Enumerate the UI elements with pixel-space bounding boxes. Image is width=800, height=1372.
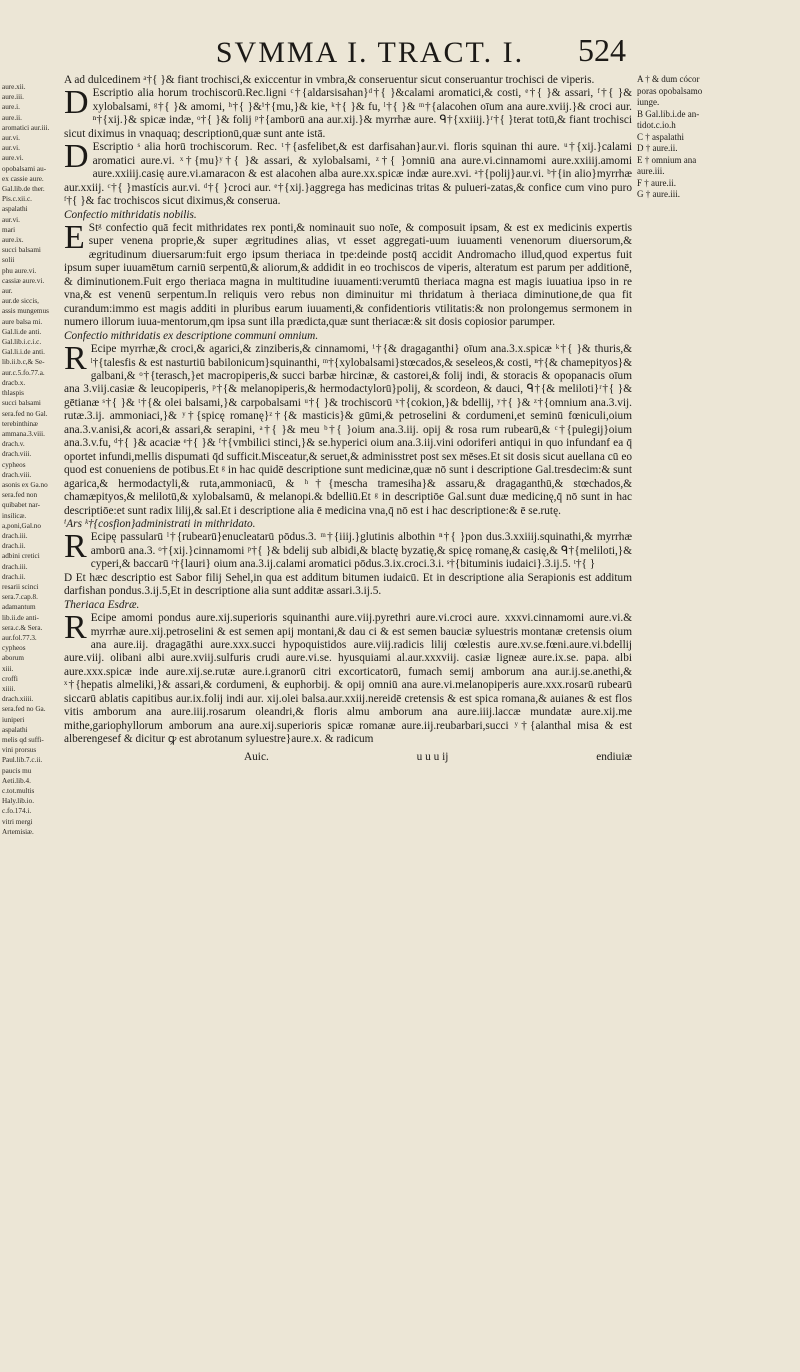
left-margin-note: drach.viii.: [2, 470, 32, 479]
left-margin-note: opobalsami au-: [2, 164, 47, 173]
folio-number: 524: [578, 32, 626, 68]
right-margin-note: F † aure.ii.: [637, 177, 676, 188]
right-margin-note: E † omnium ana: [637, 154, 697, 165]
left-margin-note: sera.fed non: [2, 491, 38, 500]
left-margin-note: aure.i.: [2, 103, 20, 112]
paragraph-theriaca: R Ecipe amomi pondus aure.xij.superioris squinanthi aure.viij.pyrethri aure.vi.croci aure. xxxvi.cinnamomi aure.vi.& myrrhæ aure.xij.petroselini & est semen apij montani,& dau ci & est semen bauciæ syluestris montanæ cretensis oium ana aure.iij. dragagāthi aure.xxx.succi hypoquistidos aure.viij.radicis lilij cœlestis aure.xv.se.fœni.aure.vi.bdellij aure.viij. olibani albi aure.xviij.sulfuris crudi aure.vi.se. hyusquiami al.aur.xxxviij. casiæ ligneæ aure.ix.se. papa. albi aure.xxx.spicæ inde aure.xij.se.rutæ aure.i.granorū citri excorticatorū, fumach semij amborum ana aur.ij.se.anethi,& ˣ†{hepatis almeliki,}& assari,& cordumeni, & euphorbij. & opij omniū ana aure.vi.melanopiperis aure.xxx.rosarū rubearū siccarū ablatis capitibus aur.ix.folij indi aur. xij.olei balsa.aur.xxiij.nereidē cretensis & est spica romana,& auianes & est flos vitis amborum ana aure.iiij.rosarum oleandri,& floris almu amborum ana aure.iiij.laccæ mundatæ aure.xij.me mithe,gariophyllorum amborum ana aure.xij.superioris spicæ romanæ aure.iij.reubarbari,succi ʸ†{alanthal misa & est alberengesef & dicitur ꝙ est abrotanum syluestre}aure.x. & radicum: [64, 609, 632, 746]
left-margin-note: aspalathi: [2, 205, 28, 214]
left-margin-note: xiiii.: [2, 684, 16, 693]
left-margin-note: aborum: [2, 654, 24, 663]
paragraph-mithridates: E Stᵍ confectio quā fecit mithridates rex ponti,& nominauit suo noīe, & composuit ipsam, & est ex medicinis expertis super venena proprie,& super ægritudines alias, vt esset aggregati-uum iuuamenti venenorum diuersorum,& ægritudinum diuersarum:fuit ergo ipsum theriaca in tpe:deinde postq̄ accidit Andromacho illud,quod expertus fuit ipsum super iuuamētum carniū serpentū,& aliorum,& addidit in eo trochiscos de viperis, alteratum est parum per additionē, & diminutionem.Fuit ergo theriaca magna in multitudine iuuamenti:verumtū theriaca magna est magis iuuatiua ipso in re vna,& est venenū serpentum.In reliquis vero rebus non diminuitur mi thridatum à theriaca diminutione,de qua fit curandum:immo est magis additi in pluribus earum iuuamenti,& confidentioris vtilitatis:& non prolongemus sermonem in numero illorum iuua-mentorum,qm ipsa sunt illa prædicta,quæ sunt theriacæ:& sit dosis copiosior parumper.: [64, 218, 632, 329]
left-margin-note: c.tot.multis: [2, 787, 35, 796]
left-margin-note: c.fo.174.i.: [2, 807, 32, 816]
paragraph-sabor: D Et hæc descriptio est Sabor filij Sehel,in qua est additum bitumen iudaicū. Et in descriptione alia Serapionis est additum darfishan pondus.3.ij.5,Et in descriptione alia sunt additæ assari.3.ij.5.: [64, 571, 632, 598]
left-margin-note: drach.iii.: [2, 531, 28, 540]
left-margin-note: solii: [2, 256, 15, 265]
left-margin-note: Paul.lib.7.c.ii.: [2, 756, 43, 765]
left-margin-note: aur.vi.: [2, 134, 20, 143]
left-margin-note: vitri mergi: [2, 817, 33, 826]
left-margin-note: resarii scinci: [2, 582, 39, 591]
left-margin-note: drach.iii.: [2, 562, 28, 571]
left-margin-note: sera.7.cap.8.: [2, 593, 38, 602]
left-margin-note: paucis mu: [2, 766, 32, 775]
catch-word-right: endiuiæ: [596, 750, 632, 763]
left-margin-note: Gal.li.de anti.: [2, 327, 42, 336]
left-margin-note: Aeti.lib.4.: [2, 776, 31, 785]
main-text-column: [64, 74, 632, 764]
left-margin-note: succi balsami: [2, 399, 41, 408]
left-margin-note: thlaspis: [2, 389, 24, 398]
left-margin-note: dracb.x.: [2, 378, 26, 387]
right-margin-note: D † aure.ii.: [637, 143, 678, 153]
paragraph-opening: A ad dulcedinem ᵃ†{ }& fiant trochisci,& exiccentur in vmbra,& conseruentur sicut conseruantur trochisci de viperis.: [64, 74, 595, 86]
right-margin-note: C † aspalathi: [637, 131, 684, 142]
left-margin-note: drach.xiiii.: [2, 695, 34, 704]
paragraph-descriptio-2: D Escriptio ˢ alia horū trochiscorum. Rec. ᵗ†{asfelibet,& est darfisahan}aur.vi. floris squinan thi aure. ᵘ†{xij.}calami aromatici aure.vi. ˣ†{mu}ʸ†{ }& assari, & xylobalsami, ᶻ†{ }omniū ana aure.vi.cinnamomi aure.xxiiij.amomi aure.xxiiij.casię aure.vi.amaracon & est alacohen alba aure.xx.spicæ indæ aure.xvi. ᵃ†{polij}aur.vi. ᵇ†{in alio}myrrhæ aur.xxiij. ᶜ†{ }mastícis aur.vi. ᵈ†{ }croci aur. ᵉ†{xij.}aggrega has medicinas tritas & pulueri-zatas,& confice cum vino puro ᶠ†{ }& fac trochiscos sicut diximus,& conserua.: [64, 138, 632, 208]
section-heading: Confectio mithridatis nobilis.: [64, 208, 197, 221]
left-margin-note: sera.fed no Ga.: [2, 705, 46, 714]
left-margin-note: aure.ix.: [2, 236, 24, 245]
left-margin-note: aure balsa mi.: [2, 317, 43, 326]
left-margin-note: sera.c.& Sera.: [2, 623, 43, 632]
left-margin-note: drach.v.: [2, 440, 25, 449]
left-margin-note: Haly.lib.io.: [2, 797, 35, 806]
left-margin-note: aur.fol.77.3.: [2, 633, 37, 642]
section-heading: Theriaca Esdræ.: [64, 598, 140, 611]
right-margin-note: poras opobalsamo: [637, 85, 703, 96]
left-margin-note: assis mungemus: [2, 307, 49, 316]
left-margin-note: adbini cretici: [2, 552, 40, 561]
signature-mark: u u u ij: [416, 750, 449, 763]
left-margin-note: aur.vi.: [2, 215, 20, 224]
left-marginalia: [2, 82, 58, 1362]
left-margin-note: sera.fed no Gal.: [2, 409, 48, 418]
drop-cap-E: E: [64, 218, 85, 256]
section-heading: ⁱArs ᵏ†{cosfion}administrati in mithridato.: [64, 517, 256, 530]
left-margin-note: asonis ex Ga.no: [2, 480, 48, 489]
left-margin-note: lib.ii.b.c,& Se-: [2, 358, 45, 367]
left-margin-note: melis qd suffi-: [2, 736, 44, 744]
section-heading: Confectio mithridatis ex descriptione communi omnium.: [64, 329, 319, 342]
left-margin-note: phu aure.vi.: [2, 266, 37, 275]
left-margin-note: drach.ii.: [2, 542, 26, 551]
left-margin-note: aur.vi.: [2, 144, 20, 153]
left-margin-note: cypheos: [2, 460, 26, 469]
left-margin-note: vini prorsus: [2, 746, 37, 755]
right-margin-note: aure.iii.: [637, 166, 665, 176]
left-margin-note: aure.xii.: [2, 83, 26, 91]
drop-cap-R: R: [64, 528, 87, 566]
right-margin-note: G † aure.iii.: [637, 189, 680, 199]
right-margin-note: tidot.c.io.h: [637, 120, 676, 130]
left-margin-note: cassiæ aure.vi.: [2, 276, 45, 285]
left-margin-note: aur.de siccis,: [2, 297, 39, 306]
left-margin-note: adamantum: [2, 603, 36, 612]
left-margin-note: cypheos: [2, 644, 26, 653]
page-header: [0, 30, 800, 80]
left-margin-note: succi balsami: [2, 246, 41, 255]
left-margin-note: aure.ii.: [2, 113, 22, 122]
left-margin-note: drach.ii.: [2, 572, 26, 581]
paragraph-recipe-1: R Ecipe myrrhæ,& croci,& agarici,& zinziberis,& cinnamomi, ⁱ†{& dragaganthi} oīum ana.3.x.spicæ ᵏ†{ }& thuris,& ˡ†{talesfis & est nasturtiū babilonicum}squinanthi, ᵐ†{xylobalsami}stœcados,& seseleos,& costi, ⁿ†{& chamepityos}& galbani,& ᵒ†{terasch,}et macropiperis,& succi barbæ hircinæ, & castorei,& folij indi, & storacis & opopanacis oīum ana 3.viij.casiæ & leucopiperis, ᵖ†{& melanopiperis,& hermodactylorū}polij, & scordeon, & dauci, ᑫ†{& meliloti}ʳ†{ }& gētianæ ˢ†{ }& ᵗ†{& olei balsami,}& carpobalsami ᵘ†{ }& trochiscorū ˣ†{cokion,}& bdellij, ʸ†{ }& ᶻ†{omnium ana.3.vij. rutæ.3.ij. ammoniaci,}& ʸ†{spicę romanę}ᶻ†{& masticis}& gūmi,& petroselini & cordumeni,et seminū fœniculi,oium ana.3.v.anisi,& acori,& assari,& serapini, ᵃ†{ }& meu ᵇ†{ }oium ana.3.iij. opij & rosa rum rubearū,& ᶜ†{pulegij}oium ana.3.v.fu, ᵈ†{ }& acaciæ ᵉ†{ }& ᶠ†{vmbilici stinci,}& se.hyperici oium ana.3.iij.vini odoriferi antiqui in quo infundanf ea q̄ oportet infundi,mellis dispumati q̄d sufficit.Misceatur,& seruet,& adminisstret post sex mēses.Et sit dosis sicut auellana cū eo quod est conueniens de potibus.Et ᵍ in hac quidē descriptione sunt medicinæ,quæ nō sunt i descriptione Gal.tresdecim:& sunt agarica,& hermodactyli,& ruta,ammoniacū, & ʰ†{mescha tramesiha}& assaru,& dragaganthū,& stœchados,& chamæpityos,& melilotū,& xylobalsamū, & melanopi.& bdelliū.Et ᵍ in descriptiōe Gal.sunt duæ medicinę,q̄ nō sunt in hac descriptiōe:et sunt radix lilij,& sal.Et i descriptione alia ē medicina vna,q̄ nō est i hac descriptione:& ē se.rutę.: [64, 340, 632, 517]
left-margin-note: a,poni,Gal.no: [2, 521, 41, 530]
left-margin-note: Artemisiæ.: [2, 827, 34, 836]
left-margin-note: drach.viii.: [2, 450, 32, 459]
drop-cap-D: D: [64, 138, 89, 176]
paragraph-recipe-2: R Ecipę passularū ˡ†{rubearū}enucleatarū pōdus.3. ᵐ†{iiij.}glutinis albothin ⁿ†{ }pon dus.3.xxiiij.squinathi,& myrrhæ amborū ana.3. ᵒ†{xij.}cinnamomi ᵖ†{ }& bdelij sub albidi,& blactę byzatię,& spicę romanę,& casię,& ᑫ†{meliloti,}& cyperi,& baccarū ʳ†{lauri} oium ana.3.ij.calami aromatici pōdus.3.ix.croci.3.i. ˢ†{bituminis iudaici}.3.ij.5. ᵗ†{ }: [64, 528, 632, 571]
right-margin-note: B Gal.lib.i.de an-: [637, 108, 700, 119]
drop-cap-D: D: [64, 84, 89, 122]
left-margin-note: aspalathi: [2, 725, 28, 734]
left-margin-note: quibabet nar-: [2, 501, 40, 510]
right-margin-note: A † & dum cócor: [637, 74, 700, 84]
left-margin-note: croffi: [2, 674, 18, 683]
left-margin-note: insilicæ.: [2, 511, 27, 520]
catchline: [64, 751, 632, 764]
left-margin-note: Gal.lib.i.c.i.c.: [2, 338, 42, 347]
left-margin-note: mari: [2, 225, 16, 234]
right-margin-note: iunge.: [637, 97, 660, 107]
left-margin-note: ammana.3.viii.: [2, 429, 45, 438]
running-title: SVMMA I. TRACT. I.: [215, 36, 525, 69]
left-margin-note: Gal.lib.de ther.: [2, 185, 45, 194]
paragraph-descriptio-1: D Escriptio alia horum trochiscorū.Rec.ligni ᶜ†{aldarsisahan}ᵈ†{ }&calami aromatici,& costi, ᵉ†{ }& assari, ᶠ†{ }& xylobalsami, ᵍ†{ }& amomi, ʰ†{ }&ⁱ†{mu,}& kie, ᵏ†{ }& fu, ˡ†{ }& ᵐ†{alacohen oīum ana aure.xviij.}& croci aur. ⁿ†{xij.}& spicæ indæ, ᵒ†{ }& folij ᵖ†{amborū ana aur.xij.}& myrrhæ aure. ᑫ†{xxiiij.}ʳ†{ }terat totū,& fiant trochisci sicut diximus in vnaquaq; descriptionū,quæ sunt ante istā.: [64, 84, 632, 140]
left-margin-note: ex cassie aure.: [2, 174, 44, 183]
left-margin-note: aur.: [2, 287, 13, 296]
left-margin-note: iuniperi: [2, 715, 25, 724]
left-margin-note: aure.iii.: [2, 93, 24, 102]
right-marginalia: [637, 74, 727, 201]
drop-cap-R: R: [64, 340, 87, 378]
left-margin-note: xiii.: [2, 664, 14, 673]
catch-word-left: Auic.: [244, 750, 269, 763]
left-margin-note: Pis.c.xii.c.: [2, 195, 32, 204]
left-margin-note: aromatici aur.iii.: [2, 123, 50, 132]
left-margin-note: terebinthinæ: [2, 419, 38, 428]
left-margin-note: aur.c.5.fo.77.a.: [2, 368, 45, 377]
left-margin-note: Gal.li.i.de anti.: [2, 348, 45, 357]
left-margin-note: aure.vi.: [2, 154, 24, 163]
left-margin-note: lib.ii.de anti-: [2, 613, 39, 622]
drop-cap-R: R: [64, 609, 87, 647]
